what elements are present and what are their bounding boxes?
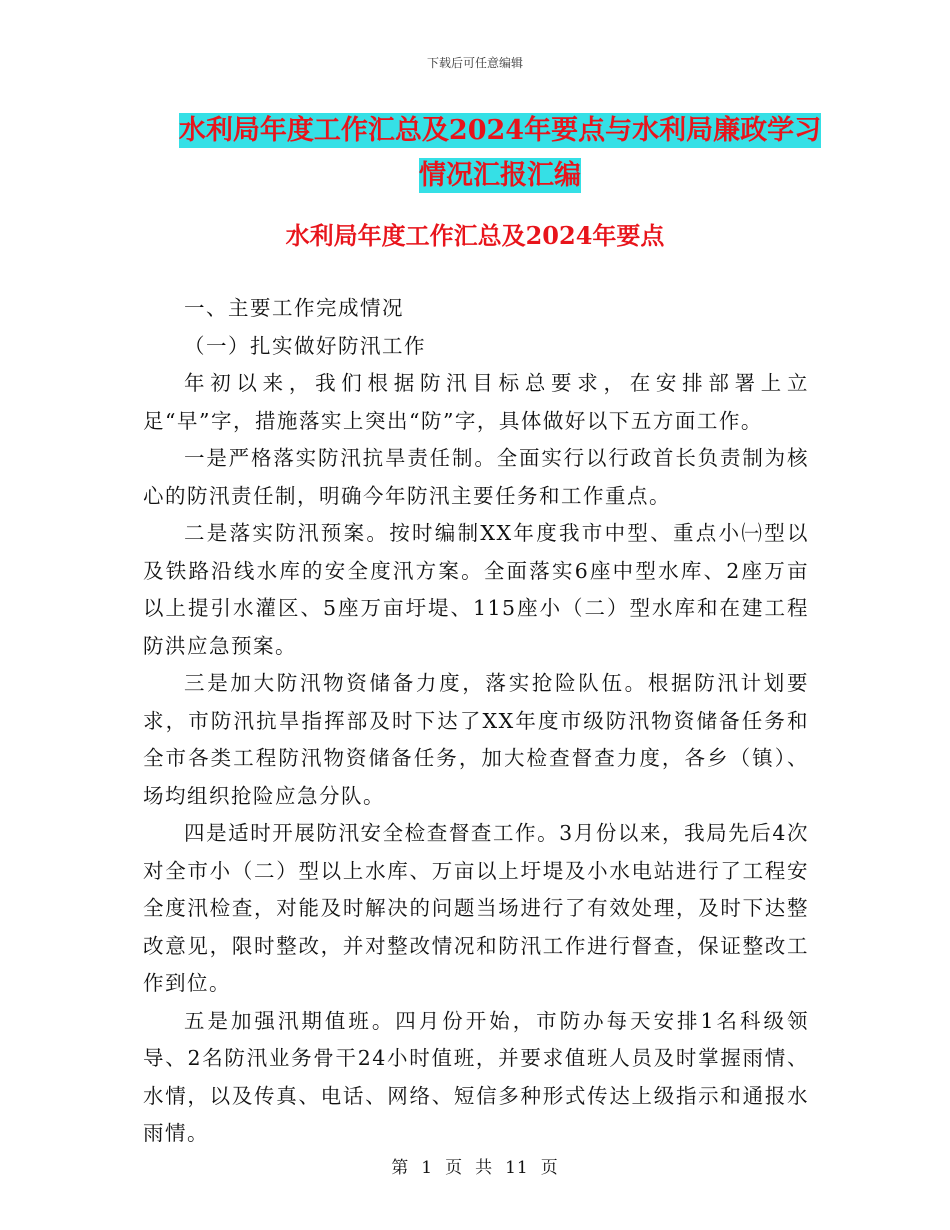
- section-title: 水利局年度工作汇总及2024年要点: [285, 221, 665, 250]
- heading-flood-control: （一）扎实做好防汛工作: [184, 333, 426, 358]
- paragraph: 年初以来，我们根据防汛目标总要求，在安排部署上立足“早”字，措施落实上突出“防”字，具体做好以下五方面工作。: [143, 371, 809, 433]
- paragraph: 二是落实防汛预案。按时编制XX年度我市中型、重点小㈠型以及铁路沿线水库的安全度汛方案。全面落实6座中型水库、2座万亩以上提引水灌区、5座万亩圩堤、115座小（二）型水库和在建工程防洪应急预案。: [143, 521, 809, 658]
- paragraph: 五是加强汛期值班。四月份开始，市防办每天安排1名科级领导、2名防汛业务骨干24小时值班，并要求值班人员及时掌握雨情、水情，以及传真、电话、网络、短信多种形式传达上级指示和通报水雨情。: [143, 1008, 809, 1145]
- document-body: [143, 290, 809, 1153]
- footer-total-pages: 11: [505, 1158, 529, 1178]
- footer-page-number: 1: [421, 1158, 434, 1178]
- heading-main-work: 一、主要工作完成情况: [184, 296, 404, 320]
- footer-page-unit: 页: [445, 1158, 464, 1178]
- paragraph: 一是严格落实防汛抗旱责任制。全面实行以行政首长负责制为核心的防汛责任制，明确今年防汛主要任务和工作重点。: [143, 446, 809, 508]
- paragraph: 三是加大防汛物资储备力度，落实抢险队伍。根据防汛计划要求，市防汛抗旱指挥部及时下达了XX年度市级防汛物资储备任务和全市各类工程防汛物资储备任务，加大检查督查力度，各乡（镇）、场均组织抢险应急分队。: [143, 671, 809, 808]
- document-title: [140, 108, 860, 198]
- page-footer: [0, 1153, 950, 1178]
- paragraph: 四是适时开展防汛安全检查督查工作。3月份以来，我局先后4次对全市小（二）型以上水库、万亩以上圩堤及小水电站进行了工程安全度汛检查，对能及时解决的问题当场进行了有效处理，及时下达整改意见，限时整改，并对整改情况和防汛工作进行督查，保证整改工作到位。: [143, 821, 809, 995]
- document-title-line-1: 水利局年度工作汇总及2024年要点与水利局廉政学习: [178, 115, 822, 146]
- footer-total-prefix: 共: [475, 1158, 494, 1178]
- footer-prefix: 第: [391, 1158, 410, 1178]
- footer-total-unit: 页: [540, 1158, 559, 1178]
- header-note: 下载后可任意编辑: [426, 56, 523, 70]
- document-title-line-2: 情况汇报汇编: [419, 160, 581, 191]
